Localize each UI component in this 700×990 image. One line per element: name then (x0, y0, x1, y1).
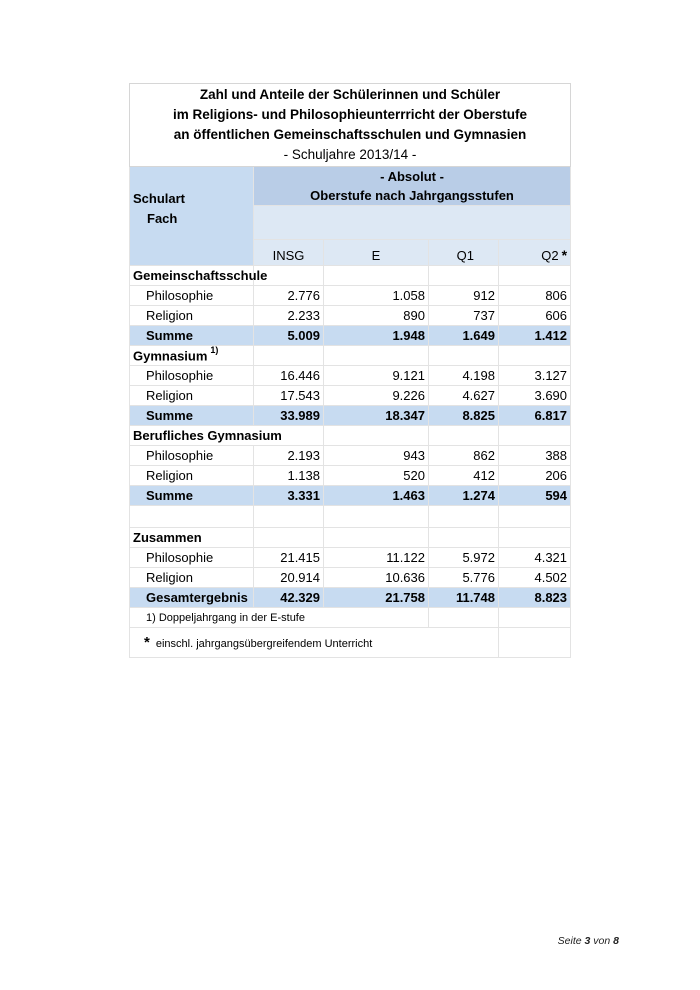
sum-label: Summe (130, 326, 254, 346)
section-title: Berufliches Gymnasium (130, 426, 324, 446)
table-title (130, 84, 571, 167)
table-row (130, 548, 571, 568)
sum-insg: 33.989 (254, 406, 324, 426)
cell-e: 1.058 (324, 286, 429, 306)
table-row (130, 286, 571, 306)
footer-page-number: 3 (584, 935, 591, 947)
footer-mid: von (593, 935, 611, 947)
table-row (130, 466, 571, 486)
header-oberstufe: Oberstufe nach Jahrgangsstufen (310, 188, 514, 203)
cell-q1: 412 (429, 466, 499, 486)
section-row (130, 426, 571, 446)
section-row (130, 528, 571, 548)
cell-insg: 17.543 (254, 386, 324, 406)
footnote-2-text: einschl. jahrgangsübergreifendem Unterricht (155, 638, 373, 650)
section-row (130, 346, 571, 366)
cell-insg: 16.446 (254, 366, 324, 386)
footnote-1: 1) Doppeljahrgang in der E-stufe (130, 608, 429, 628)
table-row (130, 306, 571, 326)
sum-q2: 594 (499, 486, 571, 506)
cell-insg: 21.415 (254, 548, 324, 568)
sum-row (130, 486, 571, 506)
sum-insg: 5.009 (254, 326, 324, 346)
footnote-2 (130, 628, 499, 658)
page-footer (558, 935, 619, 947)
sum-label: Summe (130, 486, 254, 506)
section-name: Gymnasium (133, 348, 208, 364)
header-schulart: Schulart (133, 191, 186, 206)
asterisk-marker: * (561, 247, 568, 263)
asterisk-icon: * (144, 634, 150, 651)
sum-q2: 6.817 (499, 406, 571, 426)
sum-row (130, 326, 571, 346)
section-row (130, 266, 571, 286)
row-label: Philosophie (130, 548, 254, 568)
cell-q2: 4.321 (499, 548, 571, 568)
row-label: Religion (130, 306, 254, 326)
table-row (130, 568, 571, 588)
sum-q2: 1.412 (499, 326, 571, 346)
title-school-year: - Schuljahre 2013/14 - (283, 147, 417, 162)
cell-q1: 737 (429, 306, 499, 326)
title-line-2: im Religions- und Philosophieunterrricht der Oberstufe (172, 107, 528, 122)
cell-insg: 20.914 (254, 568, 324, 588)
sum-row (130, 406, 571, 426)
cell-e: 890 (324, 306, 429, 326)
sum-q1: 1.274 (429, 486, 499, 506)
table-row (130, 386, 571, 406)
total-section-title: Zusammen (130, 528, 254, 548)
header-absolut: - Absolut - (380, 169, 444, 184)
cell-insg: 1.138 (254, 466, 324, 486)
footnote-marker: 1) (210, 345, 219, 356)
cell-e: 10.636 (324, 568, 429, 588)
table-row (130, 446, 571, 466)
grand-total-label: Gesamtergebnis (130, 588, 254, 608)
cell-q2: 388 (499, 446, 571, 466)
cell-q1: 5.776 (429, 568, 499, 588)
title-line-1: Zahl und Anteile der Schülerinnen und Schüler (199, 87, 501, 102)
footer-prefix: Seite (557, 935, 582, 947)
header-fach: Fach (147, 211, 178, 226)
cell-q1: 4.627 (429, 386, 499, 406)
table-row (130, 366, 571, 386)
title-line-3: an öffentlichen Gemeinschaftsschulen und Gymnasien (173, 127, 527, 142)
sum-q1: 1.649 (429, 326, 499, 346)
cell-insg: 2.776 (254, 286, 324, 306)
section-title: Gemeinschaftsschule (130, 266, 254, 286)
column-header-q2 (499, 240, 571, 266)
cell-e: 11.122 (324, 548, 429, 568)
grand-total-q2: 8.823 (499, 588, 571, 608)
cell-q2: 606 (499, 306, 571, 326)
section-title (130, 346, 254, 366)
grand-total-q1: 11.748 (429, 588, 499, 608)
cell-e: 943 (324, 446, 429, 466)
cell-q2: 3.127 (499, 366, 571, 386)
header-blank-band (254, 206, 571, 240)
cell-q1: 912 (429, 286, 499, 306)
column-header-e: E (324, 240, 429, 266)
note-row (130, 608, 571, 628)
statistics-sheet (129, 83, 570, 658)
column-header-q2-label: Q2 (541, 248, 559, 263)
note-row (130, 628, 571, 658)
cell-e: 9.121 (324, 366, 429, 386)
cell-e: 9.226 (324, 386, 429, 406)
grand-total-e: 21.758 (324, 588, 429, 608)
sum-e: 1.948 (324, 326, 429, 346)
cell-q1: 4.198 (429, 366, 499, 386)
sum-label: Summe (130, 406, 254, 426)
grand-total-insg: 42.329 (254, 588, 324, 608)
cell-e: 520 (324, 466, 429, 486)
cell-q2: 4.502 (499, 568, 571, 588)
cell-q2: 806 (499, 286, 571, 306)
column-header-q1: Q1 (429, 240, 499, 266)
row-label: Religion (130, 386, 254, 406)
cell-insg: 2.233 (254, 306, 324, 326)
cell-q2: 206 (499, 466, 571, 486)
cell-q1: 862 (429, 446, 499, 466)
footer-page-total: 8 (613, 935, 619, 947)
spacer-row (130, 506, 571, 528)
row-label: Religion (130, 568, 254, 588)
row-label: Philosophie (130, 366, 254, 386)
header-schulart-fach (130, 167, 254, 266)
row-label: Religion (130, 466, 254, 486)
sum-e: 1.463 (324, 486, 429, 506)
sum-q1: 8.825 (429, 406, 499, 426)
header-group (254, 167, 571, 206)
row-label: Philosophie (130, 446, 254, 466)
grand-total-row (130, 588, 571, 608)
statistics-table (129, 83, 571, 658)
sum-e: 18.347 (324, 406, 429, 426)
sum-insg: 3.331 (254, 486, 324, 506)
cell-insg: 2.193 (254, 446, 324, 466)
column-header-insg: INSG (254, 240, 324, 266)
cell-q1: 5.972 (429, 548, 499, 568)
cell-q2: 3.690 (499, 386, 571, 406)
row-label: Philosophie (130, 286, 254, 306)
